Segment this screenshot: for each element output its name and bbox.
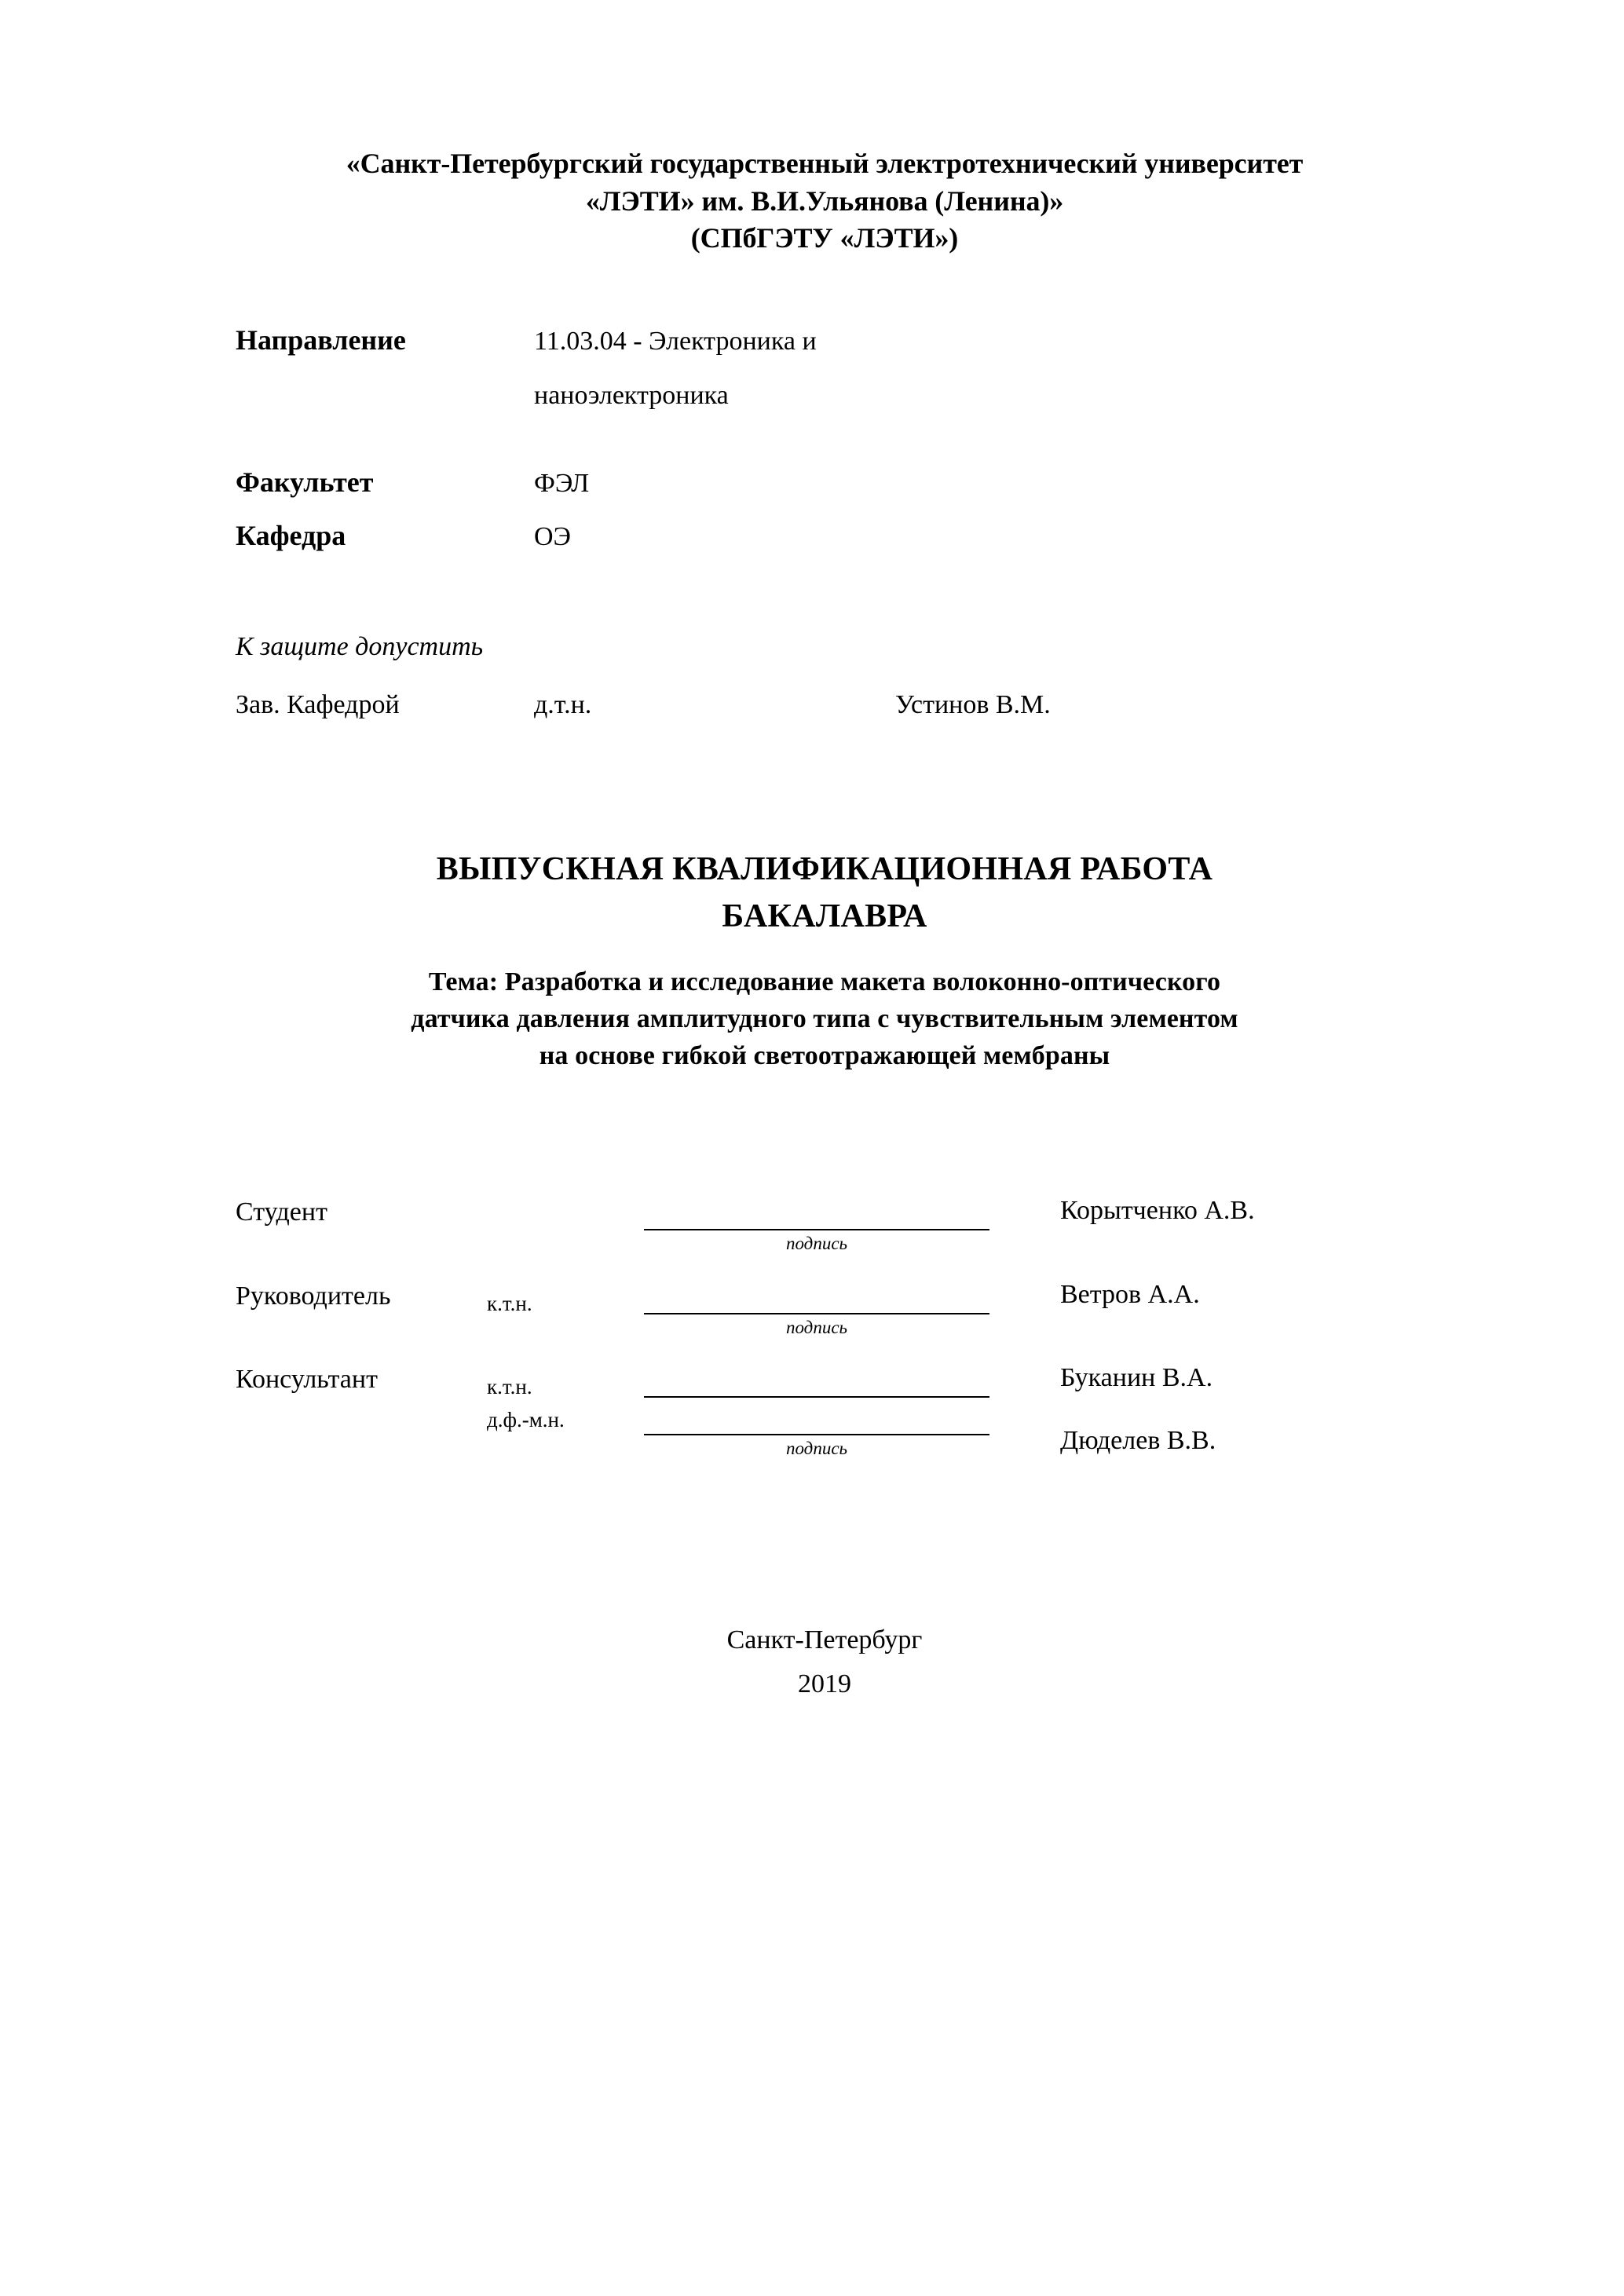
approval-row	[236, 690, 1414, 720]
university-line-3: (СПбГЭТУ «ЛЭТИ»)	[690, 222, 959, 254]
signature-degree	[487, 1193, 644, 1204]
signature-row-consultant	[236, 1360, 1414, 1461]
signature-lines	[644, 1277, 1013, 1340]
signature-lines	[644, 1193, 1013, 1256]
signature-degree	[487, 1277, 644, 1321]
department-label: Кафедра	[236, 519, 346, 551]
page-content	[236, 145, 1414, 1706]
signature-line-wrap	[644, 1362, 989, 1398]
signature-role: Руководитель	[236, 1281, 391, 1311]
signature-line[interactable]	[644, 1399, 989, 1435]
thesis-topic-line-1: Тема: Разработка и исследование макета волоконно-оптического	[428, 967, 1221, 997]
signature-name: Ветров А.А.	[1060, 1279, 1200, 1309]
department-value: ОЭ	[534, 521, 571, 551]
metadata-fields	[236, 319, 1414, 557]
signature-role: Консультант	[236, 1365, 378, 1395]
signature-caption: подпись	[785, 1234, 847, 1254]
spacer	[236, 508, 1414, 514]
signature-degree-value-1: к.т.н.	[487, 1375, 532, 1399]
signature-caption: подпись	[785, 1317, 847, 1337]
thesis-type-line-1: ВЫПУСКНАЯ КВАЛИФИКАЦИОННАЯ РАБОТА	[436, 850, 1213, 887]
signature-caption: подпись	[785, 1439, 847, 1459]
footer-year: 2019	[798, 1669, 851, 1698]
approval-name: Устинов В.М.	[895, 689, 1051, 719]
document-footer	[236, 1618, 1414, 1706]
spacer	[236, 415, 1414, 461]
direction-row	[236, 319, 1414, 361]
signature-line-wrap	[644, 1399, 989, 1460]
signature-line[interactable]	[644, 1362, 989, 1398]
department-row	[236, 514, 1414, 557]
signature-line[interactable]	[644, 1278, 989, 1314]
university-line-1: «Санкт-Петербургский государственный электротехнический университет	[346, 148, 1304, 179]
signature-name-1: Буканин В.А.	[1060, 1363, 1213, 1393]
signature-degree	[487, 1360, 644, 1437]
signature-name-2: Дюделев В.В.	[1060, 1426, 1216, 1456]
university-line-2: «ЛЭТИ» им. В.И.Ульянова (Ленина)»	[585, 185, 1064, 217]
approval-block	[236, 632, 1414, 720]
thesis-title-block	[236, 846, 1414, 1076]
thesis-topic	[236, 964, 1414, 1075]
approval-role: Зав. Кафедрой	[236, 689, 400, 719]
approval-degree: д.т.н.	[534, 689, 592, 719]
faculty-value: ФЭЛ	[534, 468, 590, 498]
thesis-type-line-2: БАКАЛАВРА	[722, 898, 927, 935]
faculty-row	[236, 461, 1414, 503]
signature-row-supervisor	[236, 1277, 1414, 1340]
signature-names	[1013, 1277, 1414, 1308]
signature-line-wrap	[644, 1194, 989, 1255]
signature-role: Студент	[236, 1197, 327, 1227]
signature-row-student	[236, 1193, 1414, 1256]
thesis-topic-line-2: датчика давления амплитудного типа с чувствительным элементом	[411, 1004, 1238, 1034]
signature-lines	[644, 1360, 1013, 1461]
university-heading	[236, 145, 1414, 258]
signature-line[interactable]	[644, 1194, 989, 1230]
signature-names	[1013, 1360, 1414, 1454]
thesis-type	[236, 846, 1414, 941]
signature-line-wrap	[644, 1278, 989, 1339]
signature-degree-value: к.т.н.	[487, 1291, 532, 1315]
direction-value: 11.03.04 - Электроника и	[534, 326, 817, 356]
signature-degree-value-2: д.ф.-м.н.	[487, 1408, 565, 1432]
direction-value-continued: наноэлектроника	[534, 380, 729, 410]
approval-note: К защите допустить	[236, 631, 484, 661]
footer-city: Санкт-Петербург	[726, 1625, 923, 1654]
signature-name: Корытченко А.В.	[1060, 1196, 1255, 1226]
signature-block	[236, 1193, 1414, 1461]
faculty-label: Факультет	[236, 466, 374, 498]
thesis-topic-line-3: на основе гибкой светоотражающей мембраны	[539, 1041, 1110, 1071]
direction-label: Направление	[236, 324, 406, 356]
signature-names	[1013, 1193, 1414, 1224]
